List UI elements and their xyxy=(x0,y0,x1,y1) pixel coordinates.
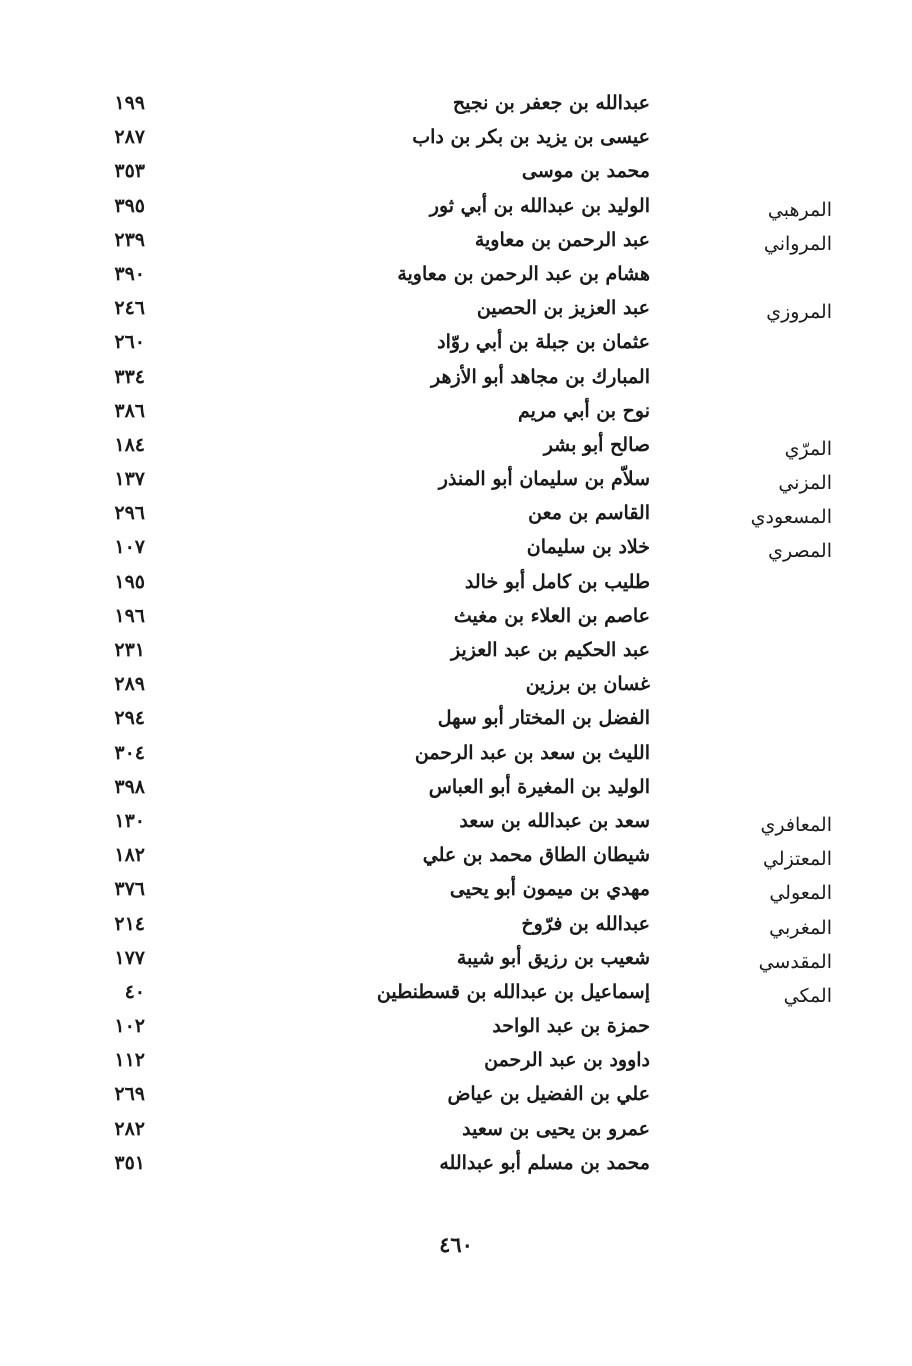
entry-page-number: ١٧٧ xyxy=(114,946,145,969)
index-entry xyxy=(0,1077,912,1111)
entry-page-number: ٣٧٦ xyxy=(114,878,145,901)
entry-name: صالح أبو بشر xyxy=(543,433,650,456)
entry-page-number: ١٩٩ xyxy=(114,92,145,114)
entry-page-number: ٣٥١ xyxy=(114,1151,145,1174)
index-entry xyxy=(0,394,912,428)
entry-page-number: ٣٩٠ xyxy=(114,262,145,285)
entry-page-number: ٢٣٩ xyxy=(114,228,145,251)
entry-name: الفضل بن المختار أبو سهل xyxy=(437,707,650,730)
index-entry xyxy=(0,189,912,223)
entry-name: طليب بن كامل أبو خالد xyxy=(464,570,650,593)
entry-page-number: ١٩٦ xyxy=(114,604,145,627)
entry-name: عبد الرحمن بن معاوية xyxy=(474,228,650,251)
index-entry xyxy=(0,428,912,462)
index-entry xyxy=(0,86,912,120)
entry-name: المبارك بن مجاهد أبو الأزهر xyxy=(430,365,650,388)
entry-name: عبد العزيز بن الحصين xyxy=(476,297,650,320)
index-entry xyxy=(0,667,912,701)
entry-name: هشام بن عبد الرحمن بن معاوية xyxy=(397,262,650,285)
entry-name: شعيب بن رزيق أبو شيبة xyxy=(456,946,650,969)
entry-name: محمد بن موسى xyxy=(521,160,650,183)
entry-page-number: ٣٣٤ xyxy=(114,365,145,388)
index-entry xyxy=(0,1009,912,1043)
entry-name: القاسم بن معن xyxy=(528,502,650,525)
index-entry xyxy=(0,1146,912,1180)
index-entry xyxy=(0,838,912,872)
entry-nisba: المغربي xyxy=(769,916,832,939)
entry-page-number: ٣٩٥ xyxy=(114,194,145,217)
index-list xyxy=(0,86,912,1180)
index-entry xyxy=(0,907,912,941)
index-entry xyxy=(0,325,912,359)
entry-name: الليث بن سعد بن عبد الرحمن xyxy=(414,741,650,764)
entry-nisba: المعافري xyxy=(760,813,832,836)
entry-name: شيطان الطاق محمد بن علي xyxy=(422,844,650,867)
entry-name: الوليد بن عبدالله بن أبي ثور xyxy=(429,194,650,217)
index-entry xyxy=(0,872,912,906)
entry-name: عمرو بن يحيى بن سعيد xyxy=(462,1117,650,1140)
entry-name: عاصم بن العلاء بن مغيث xyxy=(453,604,650,627)
entry-name: عبد الحكيم بن عبد العزيز xyxy=(451,639,650,661)
entry-page-number: ٢٦٩ xyxy=(114,1083,145,1106)
entry-page-number: ٣٨٦ xyxy=(114,399,145,422)
entry-nisba: المسعودي xyxy=(750,506,832,529)
entry-nisba: المروزي xyxy=(766,301,832,324)
index-entry xyxy=(0,154,912,188)
index-entry xyxy=(0,291,912,325)
entry-page-number: ٢٣١ xyxy=(114,639,145,661)
entry-name: الوليد بن المغيرة أبو العباس xyxy=(428,775,650,798)
index-entry xyxy=(0,530,912,564)
entry-page-number: ٢١٤ xyxy=(114,912,145,935)
entry-name: عيسى بن يزيد بن بكر بن داب xyxy=(412,126,650,149)
entry-page-number: ١١٢ xyxy=(114,1049,145,1072)
entry-nisba: المرواني xyxy=(763,232,832,255)
index-entry xyxy=(0,599,912,633)
index-entry xyxy=(0,770,912,804)
index-entry xyxy=(0,701,912,735)
entry-name: غسان بن برزين xyxy=(525,673,650,696)
entry-name: حمزة بن عبد الواحد xyxy=(492,1015,650,1038)
index-entry xyxy=(0,1112,912,1146)
index-entry xyxy=(0,565,912,599)
index-entry xyxy=(0,462,912,496)
entry-name: إسماعيل بن عبدالله بن قسطنطين xyxy=(376,980,650,1003)
entry-page-number: ١٨٤ xyxy=(114,433,145,456)
entry-page-number: ٢٨٧ xyxy=(114,126,145,149)
entry-page-number: ٢٦٠ xyxy=(114,331,145,354)
entry-page-number: ١٩٥ xyxy=(114,570,145,593)
entry-nisba: المعتزلي xyxy=(762,848,832,871)
entry-name: داوود بن عبد الرحمن xyxy=(484,1049,650,1072)
entry-page-number: ٢٨٩ xyxy=(114,673,145,696)
entry-page-number: ٢٩٤ xyxy=(114,707,145,730)
entry-page-number: ٢٩٦ xyxy=(114,502,145,525)
entry-page-number: ١٨٢ xyxy=(114,844,145,867)
index-entry xyxy=(0,257,912,291)
entry-name: مهدي بن ميمون أبو يحيى xyxy=(449,878,650,901)
entry-page-number: ١٠٢ xyxy=(114,1015,145,1038)
page-number: ٤٦٠ xyxy=(439,1232,473,1257)
entry-page-number: ٢٨٢ xyxy=(114,1117,145,1140)
entry-name: محمد بن مسلم أبو عبدالله xyxy=(439,1151,650,1174)
entry-nisba: المعولي xyxy=(769,882,832,905)
entry-page-number: ٤٠ xyxy=(124,980,145,1003)
index-entry xyxy=(0,120,912,154)
entry-page-number: ١٣٧ xyxy=(114,468,145,491)
entry-nisba: المقدسي xyxy=(758,950,832,973)
index-entry xyxy=(0,496,912,530)
index-entry xyxy=(0,223,912,257)
entry-nisba: المرّي xyxy=(784,437,832,460)
entry-page-number: ٣٥٣ xyxy=(114,160,145,183)
entry-page-number: ١٠٧ xyxy=(114,536,145,559)
index-entry xyxy=(0,360,912,394)
entry-name: نوح بن أبي مريم xyxy=(518,399,650,422)
entry-page-number: ٢٤٦ xyxy=(114,297,145,320)
entry-page-number: ١٣٠ xyxy=(114,809,145,832)
entry-name: خلاد بن سليمان xyxy=(526,536,650,559)
index-entry xyxy=(0,975,912,1009)
index-entry xyxy=(0,633,912,667)
entry-page-number: ٣٠٤ xyxy=(114,741,145,764)
entry-name: سعد بن عبدالله بن سعد xyxy=(459,809,650,832)
entry-nisba: المكي xyxy=(783,984,832,1007)
entry-name: سلاّم بن سليمان أبو المنذر xyxy=(438,468,650,491)
entry-name: عثمان بن جبلة بن أبي روّاد xyxy=(437,331,650,354)
entry-name: عبدالله بن فرّوخ xyxy=(521,912,650,935)
entry-nisba: المرهبي xyxy=(767,198,832,221)
entry-page-number: ٣٩٨ xyxy=(114,775,145,798)
index-entry xyxy=(0,941,912,975)
entry-name: علي بن الفضيل بن عياض xyxy=(447,1083,650,1106)
entry-nisba: المصري xyxy=(768,540,832,563)
entry-name: عبدالله بن جعفر بن نجيح xyxy=(452,92,650,114)
entry-nisba: المزني xyxy=(778,472,832,495)
index-entry xyxy=(0,804,912,838)
index-entry xyxy=(0,1043,912,1077)
index-entry xyxy=(0,736,912,770)
